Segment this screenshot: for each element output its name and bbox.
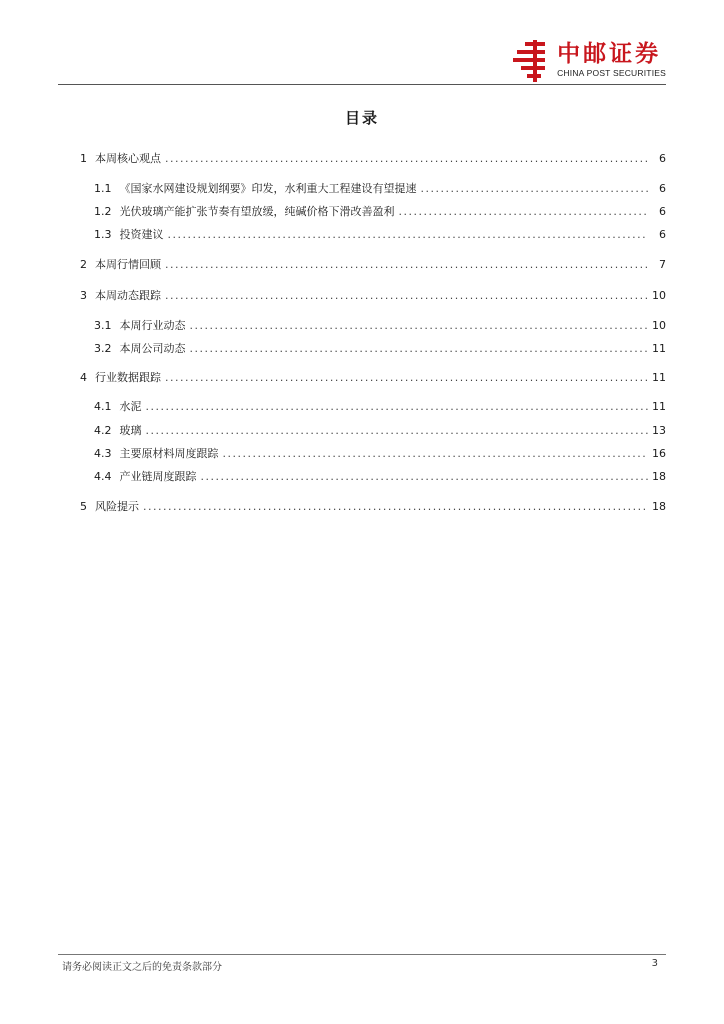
toc-entry-title: 本周核心观点 xyxy=(95,152,161,165)
toc-entry-page: 7 xyxy=(659,258,666,271)
toc-entry[interactable] xyxy=(80,256,666,272)
toc-leader-dots xyxy=(399,205,649,218)
toc-leader-dots xyxy=(190,319,649,332)
toc-title: 目录 xyxy=(344,109,379,127)
toc-entry[interactable] xyxy=(80,369,666,385)
toc-entry[interactable] xyxy=(94,340,666,356)
toc-entry[interactable] xyxy=(80,150,666,166)
toc-entry-number: 3.1 xyxy=(94,319,112,332)
toc-entry-title: 产业链周度跟踪 xyxy=(119,470,197,483)
toc-leader-dots xyxy=(165,152,648,165)
footer-disclaimer: 请务必阅读正文之后的免责条款部分 xyxy=(62,962,222,973)
toc-entry-title: 风险提示 xyxy=(95,500,139,513)
toc-leader-dots xyxy=(168,228,649,241)
toc-entry[interactable] xyxy=(80,498,666,514)
toc-entry-page: 10 xyxy=(652,289,666,302)
toc-entry-number: 1.1 xyxy=(94,182,112,195)
header-divider xyxy=(58,84,666,85)
toc-entry-page: 6 xyxy=(659,205,666,218)
toc-entry-page: 11 xyxy=(652,400,666,413)
toc-entry[interactable] xyxy=(94,203,666,219)
toc-entry-page: 18 xyxy=(652,500,666,513)
toc-leader-dots xyxy=(421,182,649,195)
toc-entry-page: 6 xyxy=(659,182,666,195)
toc-entry-page: 11 xyxy=(652,342,666,355)
company-logo xyxy=(511,42,666,82)
toc-leader-dots xyxy=(165,258,648,271)
toc-entry-title: 本周行业动态 xyxy=(119,319,186,332)
toc-entry[interactable] xyxy=(80,287,666,303)
toc-entry-number: 1.2 xyxy=(94,205,112,218)
logo-english-name: CHINA POST SECURITIES xyxy=(557,68,666,78)
toc-entry-number: 4.4 xyxy=(94,470,112,483)
toc-entry-page: 16 xyxy=(652,447,666,460)
toc-entry-page: 6 xyxy=(659,228,666,241)
toc-leader-dots xyxy=(201,470,649,483)
toc-entry-number: 5 xyxy=(80,500,87,513)
toc-entry-title: 玻璃 xyxy=(119,424,142,437)
toc-entry-title: 本周行情回顾 xyxy=(95,258,161,271)
toc-leader-dots xyxy=(190,342,649,355)
toc-entry[interactable] xyxy=(94,317,666,333)
toc-entry-title: 本周动态跟踪 xyxy=(95,289,161,302)
toc-entry[interactable] xyxy=(94,422,666,438)
toc-entry-page: 6 xyxy=(659,152,666,165)
toc-entry-number: 4 xyxy=(80,371,87,384)
page-number: 3 xyxy=(651,958,658,969)
china-post-logo-icon xyxy=(511,40,551,82)
toc-entry-title: 水泥 xyxy=(119,400,142,413)
logo-chinese-name: 中邮证券 xyxy=(557,41,662,67)
toc-entry-number: 4.3 xyxy=(94,447,112,460)
toc-entry-title: 行业数据跟踪 xyxy=(95,371,161,384)
toc-entry-title: 投资建议 xyxy=(119,228,164,241)
toc-entry-title: 本周公司动态 xyxy=(119,342,186,355)
toc-entry-number: 1 xyxy=(80,152,87,165)
toc-entry-page: 18 xyxy=(652,470,666,483)
toc-leader-dots xyxy=(223,447,649,460)
toc-entry-title: 《国家水网建设规划纲要》印发，水利重大工程建设有望提速 xyxy=(119,182,417,195)
toc-entry-number: 4.2 xyxy=(94,424,112,437)
toc-entry-number: 2 xyxy=(80,258,87,271)
toc-entry-title: 光伏玻璃产能扩张节奏有望放缓，纯碱价格下滑改善盈利 xyxy=(119,205,395,218)
toc-entry-number: 4.1 xyxy=(94,400,112,413)
toc-entry[interactable] xyxy=(94,180,666,196)
toc-leader-dots xyxy=(143,500,648,513)
toc-entry-number: 3.2 xyxy=(94,342,112,355)
toc-leader-dots xyxy=(165,289,648,302)
toc-entry[interactable] xyxy=(94,468,666,484)
toc-entry-page: 13 xyxy=(652,424,666,437)
footer-divider xyxy=(58,954,666,955)
page-header xyxy=(0,0,724,86)
toc-leader-dots xyxy=(146,424,649,437)
toc-entry-title: 主要原材料周度跟踪 xyxy=(119,447,219,460)
toc-entry-number: 3 xyxy=(80,289,87,302)
toc-entry[interactable] xyxy=(94,226,666,242)
toc-entry[interactable] xyxy=(94,398,666,414)
toc-entry-page: 11 xyxy=(652,371,666,384)
toc-entry-number: 1.3 xyxy=(94,228,112,241)
toc-entry-page: 10 xyxy=(652,319,666,332)
toc-leader-dots xyxy=(146,400,649,413)
toc-leader-dots xyxy=(165,371,648,384)
toc-entry[interactable] xyxy=(94,445,666,461)
